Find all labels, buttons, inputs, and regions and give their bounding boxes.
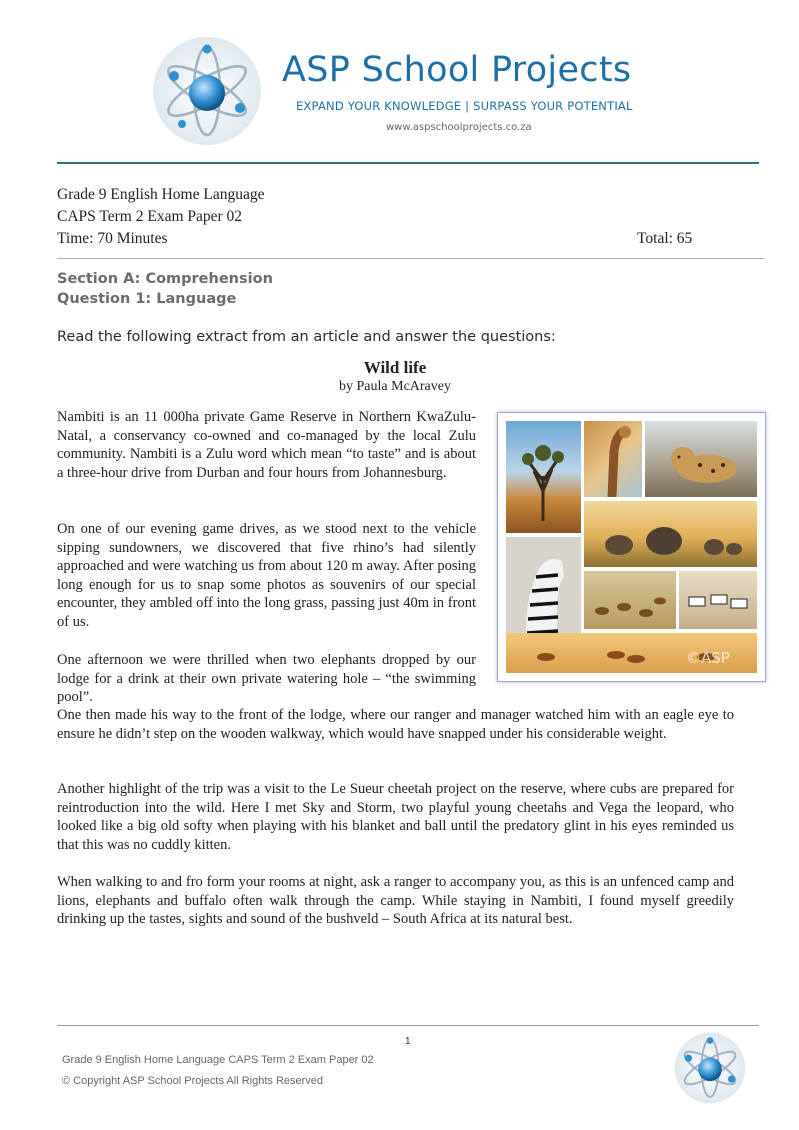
header-divider [57, 162, 759, 164]
footer-doc-title: Grade 9 English Home Language CAPS Term 2 Exam Paper 02 [62, 1054, 374, 1066]
watermark: ©ASP [686, 649, 730, 667]
brand-title: ASP School Projects [282, 50, 632, 90]
page-number: 1 [405, 1036, 411, 1047]
springbok-photo [506, 633, 757, 673]
article-paragraph: Another highlight of the trip was a visit to the Le Sueur cheetah project on the reserve, where cubs are prepared for reintroduction into the wild. Here I met Sky and Storm, two playful young cheetahs and Vega the leopard, who looked like a big old softy when playing with his blanket and ball until the predatory glint in his eyes reminded us that this was no cuddly kitten. [57, 781, 734, 853]
atom-globe-icon [152, 36, 262, 146]
zebras-photo [679, 571, 757, 629]
article-paragraph: One afternoon we were thrilled when two elephants dropped by our lodge for a drink at their own private watering hole – “the swimming pool”. [57, 652, 476, 706]
antelope-herd-photo [584, 571, 676, 629]
footer-atom-globe-icon [674, 1032, 746, 1104]
total-marks: Total: 65 [637, 230, 693, 247]
footer-copyright: © Copyright ASP School Projects All Rights Reserved [62, 1075, 324, 1087]
meta-divider [57, 258, 764, 259]
section-title: Section A: Comprehension [57, 271, 273, 287]
wildlife-photo-collage [497, 412, 766, 682]
article-paragraph: On one of our evening game drives, as we stood next to the vehicle sipping sundowners, we discovered that five rhino’s had silently approached and were watching us from about 120 m away. After posing long enough for us to snap some photos as souvenirs of our special encounter, they ambled off into the long grass, passing just 40m in front of us. [57, 521, 476, 630]
article-paragraph: One then made his way to the front of the lodge, where our ranger and manager watched him with an eagle eye to ensure he didn’t step on the wooden walkway, which would have snapped under his considerable weight. [57, 707, 734, 742]
time-line: Time: 70 Minutes [57, 230, 168, 247]
giraffe-photo [584, 421, 642, 497]
footer-divider [57, 1025, 759, 1026]
article-paragraph: Nambiti is an 11 000ha private Game Reserve in Northern KwaZulu-Natal, a conservancy co-owned and co-managed by the local Zulu community. Nambiti is a Zulu word which mean “to taste” and is about a three-hour drive from Durban and four hours from Johannesburg. [57, 409, 476, 481]
article-paragraph: When walking to and fro form your rooms at night, ask a ranger to accompany you, as this is an unfenced camp and lions, elephants and buffalo often walk through the camp. While staying in Nambiti, I found myself greedily drinking up the tastes, sights and sound of the bushveld – South Africa at its natural best. [57, 874, 734, 928]
article-title: Wild life [363, 358, 427, 377]
zebra-photo [506, 537, 581, 644]
quiver-tree-photo [506, 421, 581, 533]
brand-url[interactable]: www.aspschoolprojects.co.za [386, 122, 532, 133]
elephants-photo [584, 501, 757, 567]
article-byline: by Paula McAravey [339, 379, 451, 394]
brand-tagline: EXPAND YOUR KNOWLEDGE | SURPASS YOUR POTENTIAL [296, 99, 633, 113]
paper-line: CAPS Term 2 Exam Paper 02 [57, 208, 243, 225]
instruction-text: Read the following extract from an article and answer the questions: [57, 329, 556, 345]
leopard-photo [645, 421, 757, 497]
subject-line: Grade 9 English Home Language [57, 186, 265, 203]
question-title: Question 1: Language [57, 291, 237, 307]
